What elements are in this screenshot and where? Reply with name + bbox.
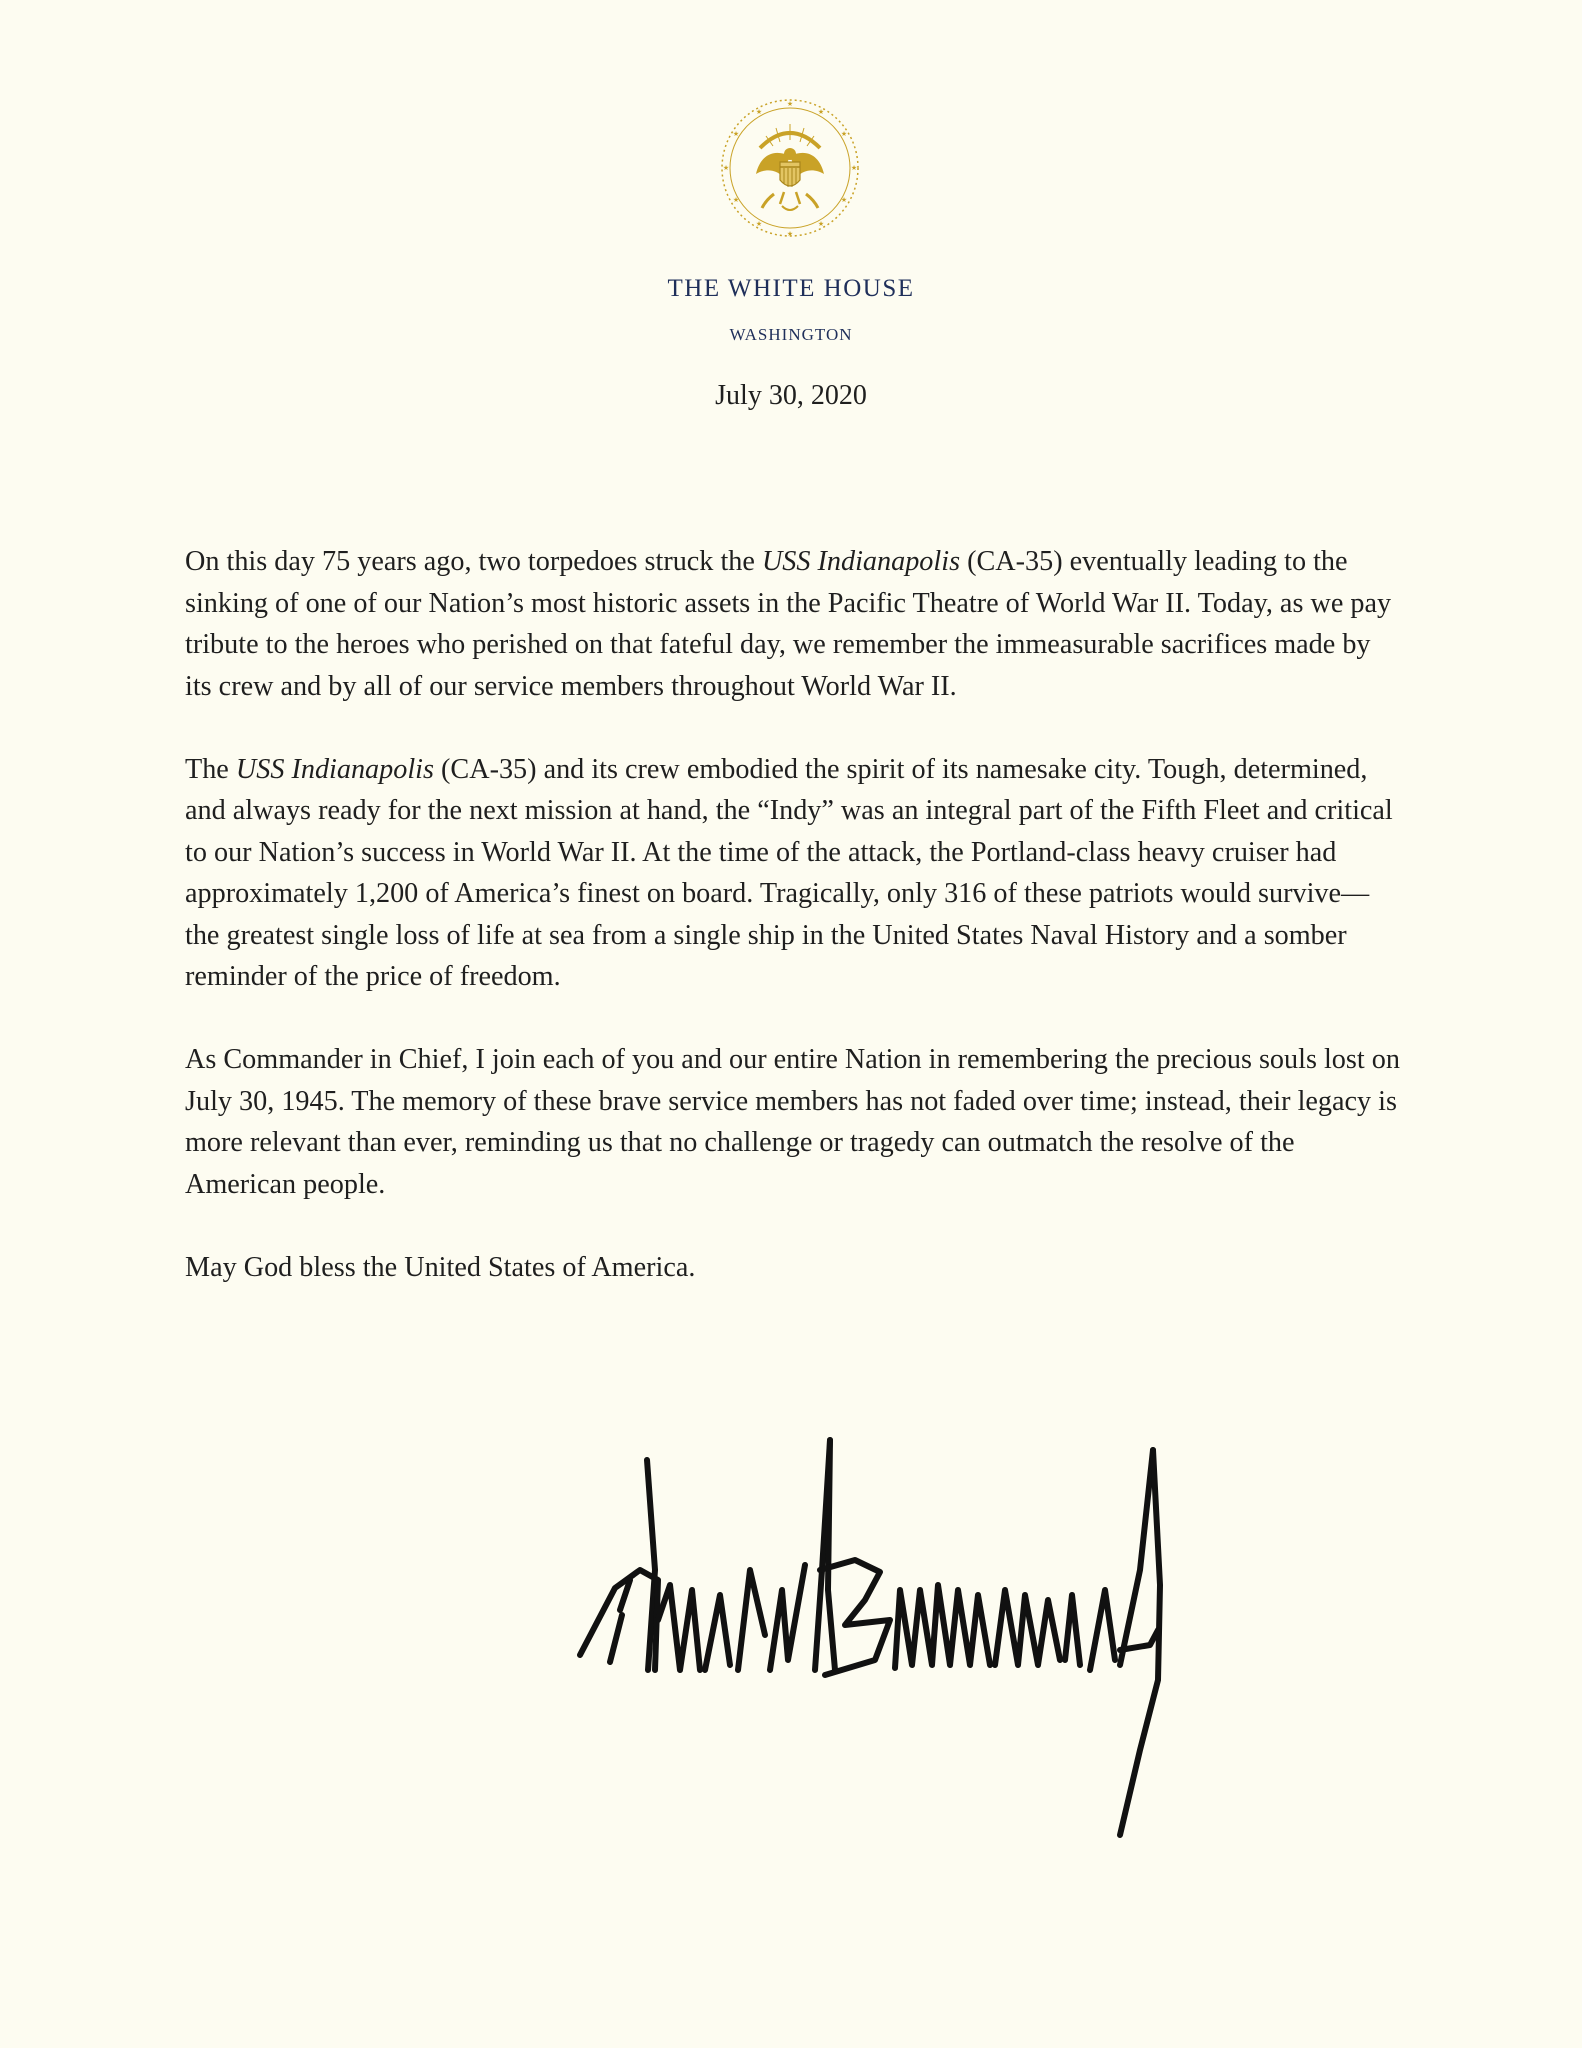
paragraph-1-rest: (CA-35) eventually leading to the sinking of one of our Nation’s most historic assets in the Pacific Theatre of World War II. Today, as we pay tribute to the heroes who perished on that fateful day, we remember the immeasurable sacrifices made by its crew and by all of our service members throughout World War II. [185,546,1392,702]
paragraph-1 [185,541,1400,707]
svg-text:★: ★ [732,196,740,204]
svg-text:★: ★ [755,220,763,228]
letter-date: July 30, 2020 [715,380,867,411]
paragraph-4-closing: May God bless the United States of America. [185,1251,696,1283]
paragraph-1-start: On this day 75 years ago, two torpedoes struck the [185,546,762,577]
letterhead-subtitle: WASHINGTON [729,325,853,344]
svg-text:★: ★ [840,196,848,204]
svg-text:★: ★ [786,100,794,108]
svg-text:★: ★ [817,220,825,228]
svg-text:★: ★ [817,108,825,116]
svg-text:★: ★ [722,164,730,172]
ship-name: USS Indianapolis [235,753,434,785]
svg-text:★: ★ [850,164,858,172]
letter-body [185,541,1400,1330]
svg-text:★: ★ [840,130,848,138]
paragraph-3: As Commander in Chief, I join each of you and our entire Nation in remembering the precious souls lost on July 30, 1945. The memory of these brave service members has not faded over time; instead, their legacy is more relevant than ever, reminding us that no challenge or tragedy can outmatch the resolve of the American people. [185,1044,1400,1200]
svg-text:★: ★ [732,130,740,138]
presidential-seal-icon [718,96,862,240]
paragraph-2 [185,749,1400,998]
ship-name: USS Indianapolis [761,546,961,577]
handwritten-signature-icon [560,1420,1210,1870]
paragraph-2-rest: (CA-35) and its crew embodied the spirit of its namesake city. Tough, determined, and always ready for the next mission at hand, the “Indy” was an integral part of the Fifth Fleet and critical to our Nation’s success in World War II. At the time of the attack, the Portland-class heavy cruiser had approximately 1,200 of America’s finest on board. Tragically, only 316 of these patriots would survive—the greatest single loss of life at sea from a single ship in the United States Naval History and a somber reminder of the price of freedom. [185,753,1393,992]
svg-text:★: ★ [755,108,763,116]
letterhead-title: THE WHITE HOUSE [667,275,915,302]
paragraph-2-start: The [185,753,236,785]
svg-text:★: ★ [786,230,794,238]
